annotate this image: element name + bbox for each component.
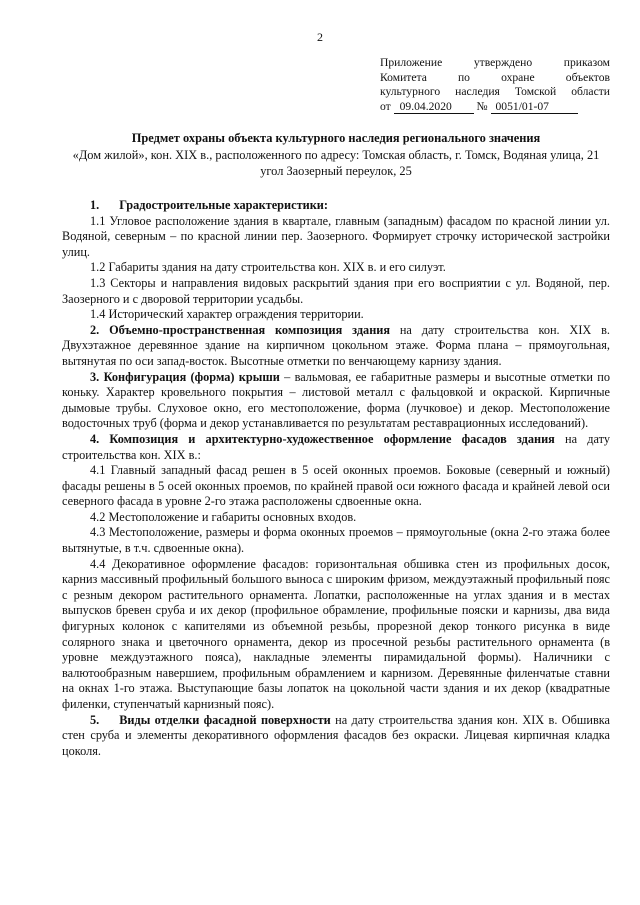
approval-line-3: культурного наследия Томской области xyxy=(380,85,610,98)
paragraph-4-1: 4.1 Главный западный фасад решен в 5 осей оконных проемов. Боковые (северный и южный) фасады решены в 5 осей оконных проемов, по крайней правой оси южного фасада и крайней левой оси северного фасада в уровне 2-го этажа расположены сдвоенные окна. xyxy=(62,463,610,509)
paragraph-1-3: 1.3 Секторы и направления видовых раскрытий здания при его восприятии с ул. Водяной, пер. Заозерного и с дворовой территории усадьбы. xyxy=(62,275,610,306)
section-5: 5. Виды отделки фасадной поверхности на дату строительства здания кон. XIX в. Обшивка стен сруба и элементы декоративного оформления фасадов без окраски. Лицевая кирпичная кладка цоколя. xyxy=(62,712,610,758)
section-2: 2. Объемно-пространственная композиция здания на дату строительства кон. XIX в. Двухэтажное деревянное здание на кирпичном цокольном этаже. Форма плана – прямоугольная, вытянутая по оси запад-восток. Высотные отметки по венчающему карнизу здания. xyxy=(62,322,610,368)
approval-number-sign: № xyxy=(476,99,488,113)
paragraph-1-2: 1.2 Габариты здания на дату строительства кон. XIX в. и его силуэт. xyxy=(90,260,446,275)
approval-number: 0051/01-07 xyxy=(491,101,578,114)
paragraph-4-4: 4.4 Декоративное оформление фасадов: горизонтальная обшивка стен из профильных досок, карниз массивный профильный большого выноса с широким фризом, междуэтажный профильный пояс с резным декором растительного орнамента. Лопатки, расположенные на углах здания и в местах выпусков бревен сруба и их декор (профильное обрамление, профильные пояски и карнизы, два вида фигурных колонок с капителями из объемной резьбы, прорезной декор тонкого рисунка в виде солярного знака и цветочного орнамента, декор из просечной резьбы растительного орнамента (в уровне междуэтажного пояса), накладные элементы пирамидальной формы). Наличники с валютообразным навершием, профильным обрамлением и карнизом. Деревянные филенчатые ставни на окнах 1-го этажа. Выступающие базы лопаток на цокольной части здания и их декор (квадратные филенки, ступенчатый карнизный пояс). xyxy=(62,556,610,711)
section-5-text: на дату строительства здания кон. XIX в. Обшивка стен сруба и элементы декоративного оформления фасадов без окраски. Лицевая кирпичная кладка цоколя. xyxy=(62,712,610,758)
section-1-title: Градостроительные характеристики: xyxy=(119,198,328,212)
approval-line-2: Комитета по охране объектов xyxy=(380,70,610,84)
approval-stamp xyxy=(380,56,610,114)
paragraph-1-4: 1.4 Исторический характер ограждения территории. xyxy=(90,307,364,322)
section-2-text: на дату строительства кон. XIX в. Двухэтажное деревянное здание на кирпичном цокольном этаже. Форма плана – прямоугольная, вытянутая по оси запад-восток. Высотные отметки по венчающему карнизу здания. xyxy=(62,322,610,368)
title-line-2: «Дом жилой», кон. XIX в., расположенного по адресу: Томская область, г. Томск, Водяная улица, 21 угол Заозерный переулок, 25 xyxy=(72,147,600,178)
section-3: 3. Конфигурация (форма) крыши – вальмовая, ее габаритные размеры и высотные отметки по коньку. Характер кровельного покрытия – листовой металл с фальцовкой и окраской. Кирпичные дымовые трубы. Слуховое окно, его местоположение, форма (лучковое) и декор. Местоположение водосточных труб (форма и декор устанавливается по результатам реставрационных исследований). xyxy=(62,369,610,431)
paragraph-4-3: 4.3 Местоположение, размеры и форма оконных проемов – прямоугольные (окна 2-го этажа более вытянутые, в т.ч. сдвоенные окна). xyxy=(62,525,610,556)
approval-from-label: от xyxy=(380,99,391,113)
section-5-title: Виды отделки фасадной поверхности xyxy=(119,712,331,727)
section-4-text: на дату строительства кон. XIX в.: xyxy=(62,431,610,462)
section-4: 4. Композиция и архитектурно-художественное оформление фасадов здания на дату строительства кон. XIX в.: xyxy=(62,431,610,462)
approval-date: 09.04.2020 xyxy=(394,101,474,114)
paragraph-4-2: 4.2 Местоположение и габариты основных входов. xyxy=(90,509,357,524)
section-4-title: Композиция и архитектурно-художественное оформление фасадов здания xyxy=(109,431,555,446)
section-2-title: Объемно-пространственная композиция здания xyxy=(109,322,391,337)
title-line-1: Предмет охраны объекта культурного наследия регионального значения xyxy=(131,131,541,145)
approval-line-1: Приложение утверждено приказом xyxy=(380,56,610,69)
page-number: 2 xyxy=(317,30,323,44)
section-1-heading: 1. Градостроительные характеристики: xyxy=(90,198,328,212)
paragraph-1-1: 1.1 Угловое расположение здания в квартале, главным (западным) фасадом по красной линии ул. Водяной, северным – по красной линии пер. Заозерного. Формирует строчку исторической застройки улиц. xyxy=(62,213,610,259)
document-title xyxy=(62,130,610,180)
section-3-title: Конфигурация (форма) крыши xyxy=(103,369,280,384)
section-3-text: – вальмовая, ее габаритные размеры и высотные отметки по коньку. Характер кровельного покрытия – листовой металл с фальцовкой и окраской. Кирпичные дымовые трубы. Слуховое окно, его местоположение, форма (лучковое) и декор. Местоположение водосточных труб (форма и декор устанавливается по результатам реставрационных исследований). xyxy=(62,369,610,431)
approval-line-4 xyxy=(380,100,610,115)
document-body xyxy=(62,198,610,759)
